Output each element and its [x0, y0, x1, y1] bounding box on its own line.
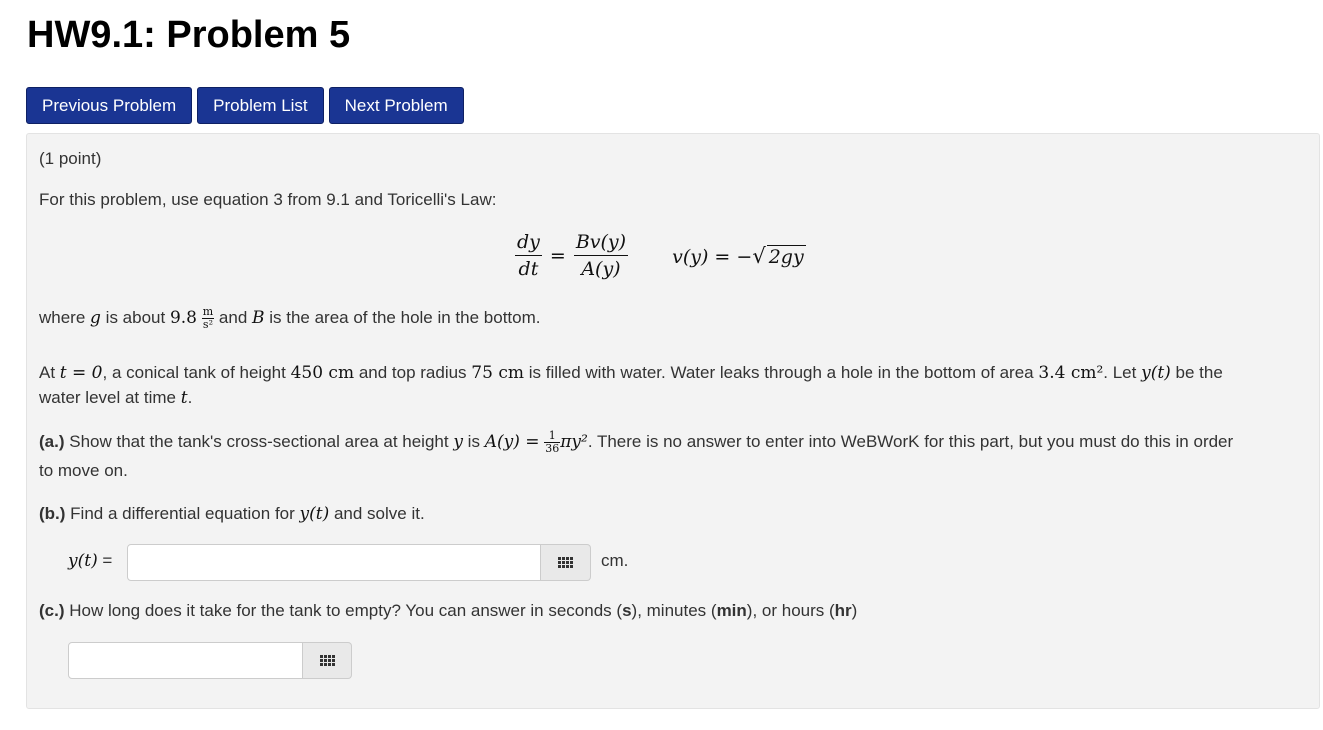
part-b-equation-editor-button[interactable]	[541, 544, 591, 581]
page-title: HW9.1: Problem 5	[27, 14, 351, 56]
part-a-line2: to move on.	[39, 461, 128, 480]
intro-text: For this problem, use equation 3 from 9.1 and Toricelli's Law:	[39, 190, 497, 209]
problem-navigation	[26, 87, 464, 124]
part-b-answer-label: y(t) =	[68, 551, 113, 571]
equations: $\frac{dy}{dt}$ = $\frac{Bv(y)}{A(y)}$ v(y) = −√ 2gy	[517, 231, 804, 280]
previous-problem-button[interactable]: Previous Problem	[26, 87, 192, 124]
problem-list-button[interactable]: Problem List	[197, 87, 323, 124]
bv-over-a-fraction: $\frac{Bv(y)}{A(y)}$	[575, 231, 627, 280]
part-c-equation-editor-button[interactable]	[303, 642, 352, 679]
part-c-text: (c.) How long does it take for the tank to empty? You can answer in seconds (s), minutes (min), or hours (hr)	[39, 601, 858, 620]
torricelli-equation: v(y) = −√ 2gy	[672, 243, 804, 268]
part-b-answer-input[interactable]	[127, 544, 541, 581]
problem-panel	[26, 133, 1320, 709]
setup-text-line2: water level at time t.	[39, 388, 193, 408]
setup-text-line1: At t = 0, a conical tank of height 450 cm and top radius 75 cm is filled with water. Water leaks through a hole in the bottom of area 3.4 cm². Let y(t) be the	[39, 363, 1223, 383]
part-b-unit: cm.	[601, 551, 629, 570]
where-text: where g is about 9.8 $\frac{m}{\text{s²}}$ and B is the area of the hole in the bottom.	[39, 305, 541, 332]
grid-icon	[320, 655, 335, 666]
dy-dt-fraction: $\frac{dy}{dt}$	[517, 231, 540, 280]
points-label: (1 point)	[39, 149, 102, 168]
part-c-answer-input[interactable]	[68, 642, 303, 679]
next-problem-button[interactable]: Next Problem	[329, 87, 464, 124]
grid-icon	[558, 557, 573, 568]
one-over-36-fraction: $\frac{1}{36}$	[545, 429, 560, 456]
part-b-text: (b.) Find a differential equation for y(t) and solve it.	[39, 504, 425, 524]
part-a-line1: (a.) Show that the tank's cross-sectional area at height y is A(y) = $\frac{1}{36}$ πy². There is no answer to enter into WeBWorK for this part, but you must do this in order	[39, 429, 1234, 456]
unit-fraction: $\frac{m}{\text{s²}}$	[202, 305, 214, 332]
